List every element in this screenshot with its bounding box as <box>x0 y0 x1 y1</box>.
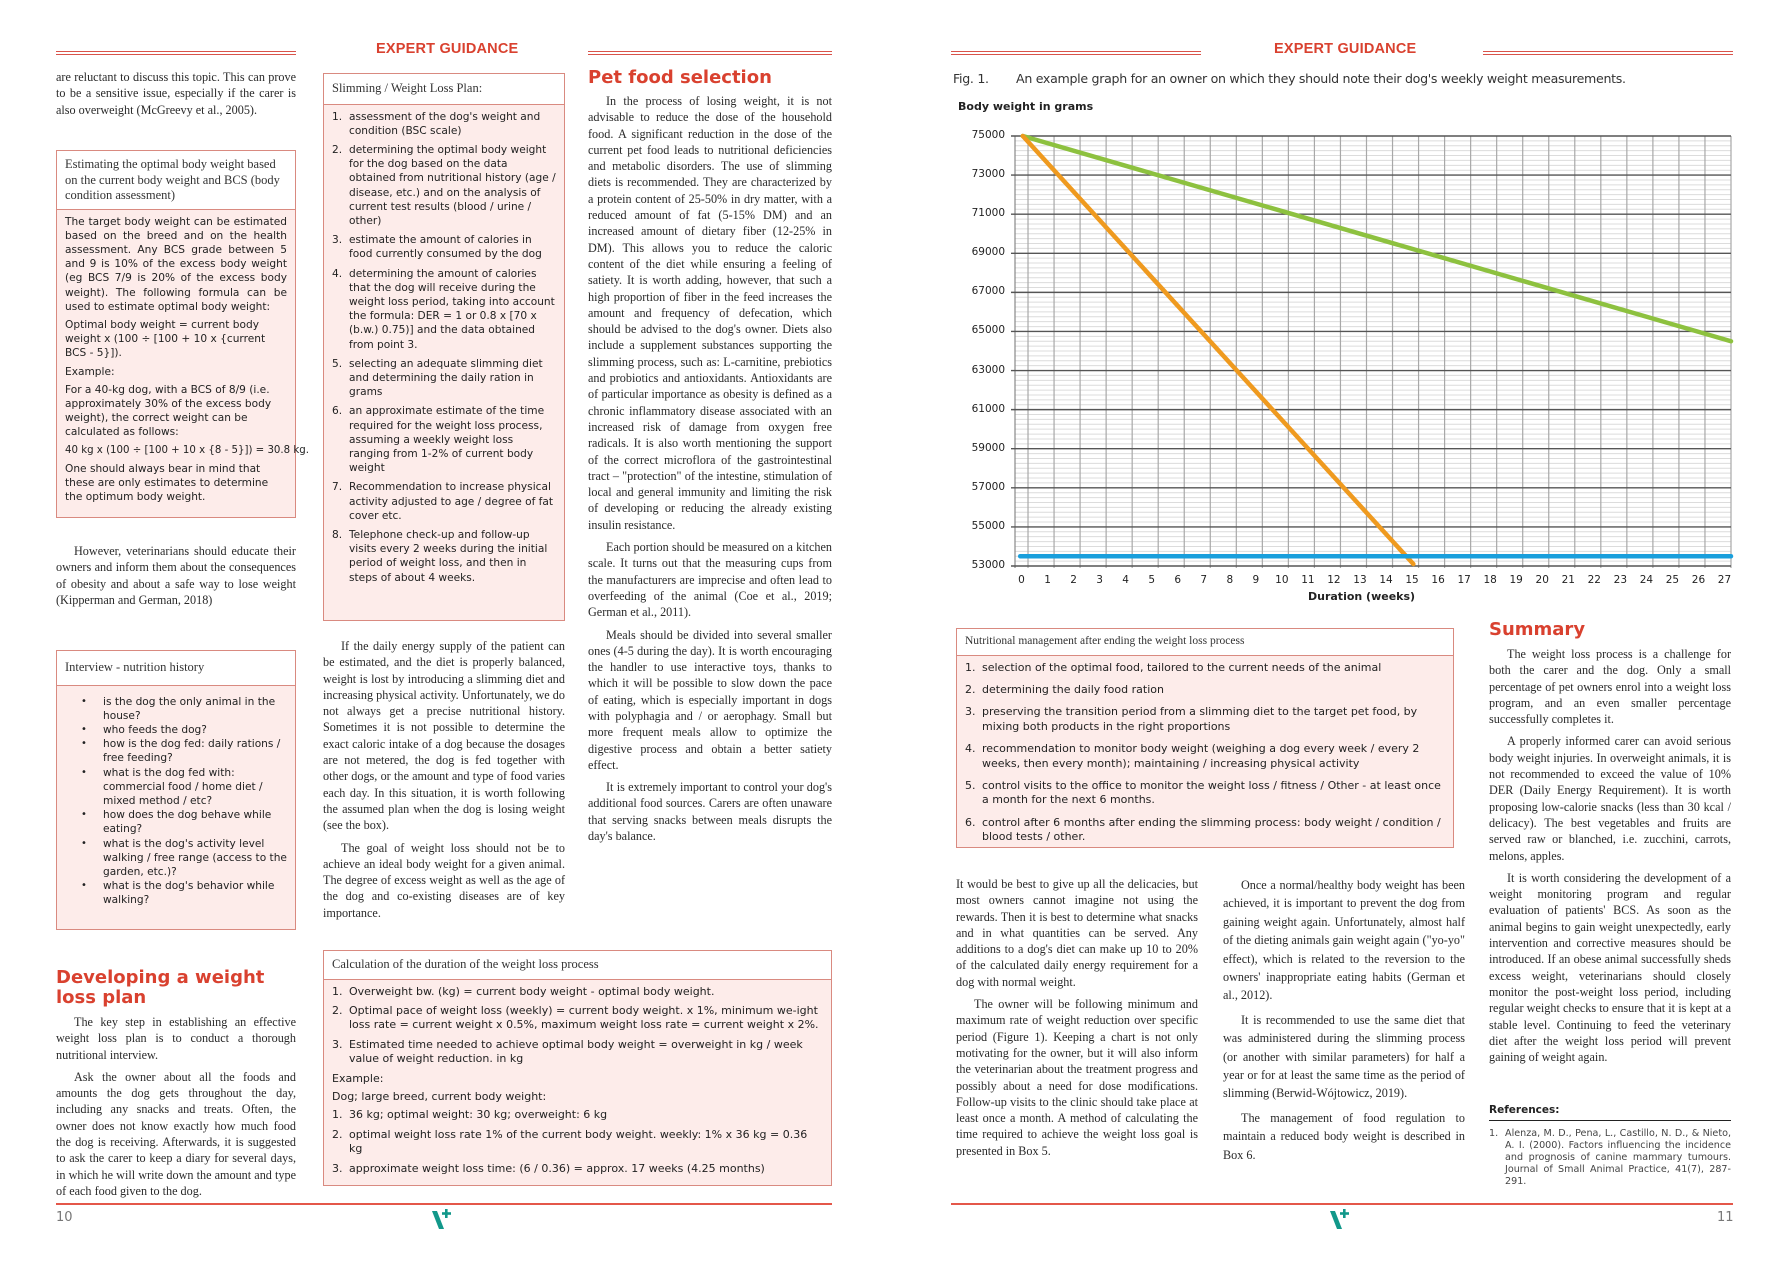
x-tick-label: 7 <box>1200 574 1208 586</box>
paragraph: It is recommended to use the same diet that was administered during the slimming process (or another with similar parameters) for half a year or for at least the same time as the period of slimming (Berwid-Wójtowicz, 2019). <box>1223 1012 1465 1101</box>
x-tick-label: 4 <box>1122 574 1129 586</box>
x-tick-label: 19 <box>1509 574 1523 586</box>
box-title: Nutritional management after ending the weight loss process <box>957 629 1453 656</box>
x-tick-label: 16 <box>1431 574 1445 586</box>
x-tick-label: 9 <box>1252 574 1260 586</box>
list-item: • what is the dog fed with: commercial food / home diet / mixed method / etc? <box>81 766 263 807</box>
x-tick-label: 2 <box>1070 574 1077 586</box>
figure-label: Fig. 1. <box>953 71 989 86</box>
list-item: • who feeds the dog? <box>81 723 207 736</box>
mid-text <box>56 543 296 614</box>
x-tick-label: 1 <box>1044 574 1051 586</box>
example-list <box>332 1108 823 1176</box>
list-item: 4. recommendation to monitor body weight (weighing a dog every week / every 2 weeks, then every month); maintaining / increasing physical activity <box>965 742 1420 770</box>
paragraph: Each portion should be measured on a kitchen scale. It turns out that the measuring cups from the manufacturers are imprecise and often lead to overfeeding of the animal (Coe et al., 2019; German et al., 2011). <box>588 540 832 620</box>
paragraph: The goal of weight loss should not be to achieve an ideal body weight for a given animal. The degree of excess weight as well as the age of the dog and co-existing diseases are of key importance. <box>323 840 565 920</box>
x-tick-label: 10 <box>1275 574 1289 586</box>
list-item: 7. Recommendation to increase physical activity adjusted to age / degree of fat cover etc. <box>332 481 554 522</box>
list-item: • is the dog the only animal in the house? <box>81 695 276 722</box>
header-rule-left-b <box>588 51 832 55</box>
y-tick-label: 57000 <box>971 480 1005 493</box>
example-label: Example: <box>65 365 115 378</box>
col-a-text <box>956 876 1198 1165</box>
calc-list <box>332 985 823 1067</box>
footer-rule-right <box>951 1203 1733 1205</box>
references-rule <box>1489 1120 1731 1121</box>
chart-y-axis-title: Body weight in grams <box>958 100 1094 113</box>
paragraph: The weight loss process is a challenge for both the carer and the dog. Only a small percentage of pet owners enrol into a weight loss program, and an even smaller percentage successfully completes it. <box>1489 647 1731 727</box>
paragraph: A properly informed carer can avoid serious body weight injuries. In overweight animals, it is not recommended to exceed the value of 10% DER (Daily Energy Requirement). It is worth proposing low-calorie snacks (less than 30 kcal / delicacy). The best vegetables and fruits are served raw or blanched, i.e. zucchini, carrots, melons, apples. <box>1489 734 1731 863</box>
list-item: 1. assessment of the dog's weight and condition (BSC scale) <box>332 110 541 137</box>
box-interview <box>56 650 296 930</box>
x-tick-label: 27 <box>1717 574 1732 586</box>
box-optimal-weight <box>56 150 309 518</box>
x-tick-label: 0 <box>1018 574 1025 586</box>
y-tick-label: 75000 <box>971 129 1005 141</box>
box-title: Calculation of the duration of the weight loss process <box>324 951 831 980</box>
x-tick-label: 3 <box>1096 574 1103 586</box>
interview-list <box>65 695 287 908</box>
x-tick-label: 15 <box>1405 574 1419 586</box>
paragraph: The owner will be following minimum and maximum rate of weight reduction over specific period (Figure 1). Keeping a chart is not only motivating for the owner, but it will also inform the veterinarian about the treatment progress and possibly about a need for dose modifications. Follow-up visits to the clinic should take place at least once a month. A method of calculating the time required to achieve the weight loss goal is presented in Box 5. <box>956 997 1198 1158</box>
section-title-summary: Summary <box>1489 619 1586 640</box>
brand-logo-icon <box>430 1207 456 1233</box>
y-tick-label: 53000 <box>971 559 1005 571</box>
y-tick-label: 73000 <box>971 168 1005 181</box>
list-item: • what is the dog's activity level walking / free range (access to the garden, etc.)? <box>81 837 287 878</box>
list-item: 6. an approximate estimate of the time required for the weight loss process, assuming a weekly weight loss ranging from 1-2% of current body weight <box>332 405 545 475</box>
x-tick-label: 8 <box>1226 574 1234 586</box>
paragraph: are reluctant to discuss this topic. This can prove to be a sensitive issue, especially if the carer is also overweight (McGreevy et al., 2005). <box>56 70 296 117</box>
y-tick-label: 55000 <box>971 519 1005 532</box>
paragraph: The key step in establishing an effective weight loss plan is to conduct a thorough nutritional interview. <box>56 1015 296 1062</box>
chart-x-axis-title: Duration (weeks) <box>1308 590 1416 603</box>
header-title-left: EXPERT GUIDANCE <box>376 41 519 57</box>
formula: Optimal body weight = current body weight x (100 ÷ [100 + 10 x {current BCS - 5}]). <box>65 318 266 360</box>
summary-text <box>1489 646 1731 1071</box>
list-item: 2. determining the optimal body weight for the dog based on the data obtained from nutritional history (age / disease, etc.) and on the analysis of current test results (blood / urine / other) <box>332 143 556 227</box>
box-note: One should always bear in mind that these are only estimates to determine the optimum body weight. <box>65 462 269 504</box>
x-tick-label: 12 <box>1327 574 1341 586</box>
box-paragraph: The target body weight can be estimated based on the breed and on the health assessment. Any BCS grade between 5 and 9 is 10% of the excess body weight (eg BCS 7/9 is 20% of the excess body weight). The following formula can be used to estimate optimal body weight: <box>65 215 287 313</box>
paragraph: However, veterinarians should educate their owners and inform them about the consequences of obesity and about a safe way to lose weight (Kipperman and German, 2018) <box>56 544 296 607</box>
paragraph: Ask the owner about all the foods and amounts the dog gets throughout the day, including any snacks and treats. Often, the owner does not know exactly how much food the dog is receiving. Afterwards, it is suggested to ask the carer to keep a diary for several days, in which he will write down the amount and type of each food given to the dog. <box>56 1069 296 1198</box>
x-tick-label: 18 <box>1483 574 1497 586</box>
paragraph: It would be best to give up all the delicacies, but most owners cannot imagine not using the rewards. Then it is best to determine what snacks and in what quantities can be served. Any additions to a dog's diet can make up 10 to 20% of the calculated daily energy requirement for a dog with normal weight. <box>956 877 1198 989</box>
header-rule-right-b <box>1483 51 1733 55</box>
x-tick-label: 13 <box>1353 574 1367 586</box>
y-tick-label: 67000 <box>971 285 1005 298</box>
pet-food-text <box>588 93 832 850</box>
example-calc: 40 kg x (100 ÷ [100 + 10 x {8 - 5}]) = 30.8 kg. <box>65 444 309 456</box>
box-weight-loss-plan <box>323 73 565 621</box>
list-item: 8. Telephone check-up and follow-up visits every 2 weeks during the initial period of weight loss, and then in steps of about 4 weeks. <box>332 528 548 584</box>
x-tick-label: 26 <box>1691 574 1706 586</box>
y-tick-label: 69000 <box>971 246 1005 259</box>
list-item: 3. Estimated time needed to achieve optimal body weight = overweight in kg / week value of weight reduction. in kg <box>332 1037 803 1066</box>
box-calculation <box>323 950 832 1186</box>
x-tick-label: 5 <box>1148 574 1156 586</box>
page-number-right: 11 <box>1717 1210 1734 1225</box>
x-tick-label: 11 <box>1301 574 1315 586</box>
list-item: • how is the dog fed: daily rations / free feeding? <box>81 738 281 765</box>
y-tick-label: 61000 <box>971 402 1005 415</box>
list-item: 2. determining the daily food ration <box>965 682 1164 696</box>
reference-item: 1. Alenza, M. D., Pena, L., Castillo, N. D., & Nieto, A. I. (2000). Factors influencing the incidence and prognosis of canine mammary tumours. Journal of Small Animal Practice, 41(7), 287-291. <box>1489 1128 1731 1188</box>
list-item: • what is the dog's behavior while walking? <box>81 880 275 907</box>
list-item: • how does the dog behave while eating? <box>81 809 272 836</box>
x-tick-label: 22 <box>1587 574 1601 586</box>
x-tick-label: 21 <box>1561 574 1575 586</box>
brand-logo-icon <box>1328 1207 1354 1233</box>
list-item: 3. approximate weight loss time: (6 / 0.36) = approx. 17 weeks (4.25 months) <box>332 1161 765 1175</box>
x-tick-label: 14 <box>1379 574 1393 586</box>
x-tick-label: 6 <box>1174 574 1182 586</box>
col-b-text <box>1223 876 1465 1170</box>
list-item: 6. control after 6 months after ending the slimming process: body weight / condition / blood tests / other. <box>965 815 1441 844</box>
y-tick-label: 63000 <box>971 363 1005 376</box>
box-nutritional-management <box>956 628 1454 848</box>
example-label: Example: <box>332 1071 384 1085</box>
x-tick-label: 25 <box>1665 574 1680 586</box>
list-item: 3. estimate the amount of calories in food currently consumed by the dog <box>332 234 542 261</box>
y-tick-label: 59000 <box>971 441 1005 454</box>
developing-plan-text <box>56 1014 296 1205</box>
header-title-right: EXPERT GUIDANCE <box>1274 41 1417 57</box>
list-item: 2. optimal weight loss rate 1% of the current body weight. weekly: 1% x 36 kg = 0.36 kg <box>332 1127 808 1156</box>
list-item: 4. determining the amount of calories that the dog will receive during the weight loss period, taking into account the formula: DER = 1 or 0.8 x [70 x (b.w.) 0.75)] and the data obtained from point 3. <box>332 267 555 351</box>
paragraph: It is extremely important to control your dog's additional food sources. Carers are often unaware that serving snacks between meals disrupts the day's balance. <box>588 780 832 844</box>
paragraph: The management of food regulation to maintain a reduced body weight is described in Box 6. <box>1223 1110 1465 1162</box>
list-item: 5. control visits to the office to monitor the weight loss / fitness / Other - at least once a month for the next 6 months. <box>965 778 1441 807</box>
figure-caption: An example graph for an owner on which they should note their dog's weekly weight measurements. <box>1016 71 1626 86</box>
header-rule-right-a <box>951 51 1201 55</box>
page-number-left: 10 <box>56 1210 73 1225</box>
y-tick-label: 65000 <box>971 324 1005 337</box>
list-item: 5. selecting an adequate slimming diet and determining the daily ration in grams <box>332 357 543 399</box>
box-title: Slimming / Weight Loss Plan: <box>324 74 564 105</box>
management-list <box>965 661 1445 845</box>
list-item: 1. Overweight bw. (kg) = current body weight - optimal body weight. <box>332 984 715 998</box>
y-tick-label: 71000 <box>971 207 1005 220</box>
x-tick-label: 24 <box>1639 574 1654 586</box>
intro-text <box>56 69 296 124</box>
col2-text <box>323 638 565 927</box>
section-title-developing-plan: Developing a weight loss plan <box>56 967 265 1008</box>
section-title-pet-food: Pet food selection <box>588 67 772 88</box>
list-item: 3. preserving the transition period from a slimming diet to the target pet food, by mixing both products in the right proportions <box>965 705 1418 733</box>
header-rule-left-a <box>56 51 296 55</box>
list-item: 1. selection of the optimal food, tailored to the current needs of the animal <box>965 660 1382 674</box>
references-title: References: <box>1489 1104 1560 1116</box>
paragraph: Once a normal/healthy body weight has been achieved, it is important to prevent the dog from gaining weight again. Unfortunately, almost half of the dieting animals gain weight again ("yo-yo" effect), which is related to the reversion to the owners' inappropriate eating habits (German et al., 2012). <box>1223 878 1465 1003</box>
example-text: For a 40-kg dog, with a BCS of 8/9 (i.e. approximately 30% of the excess body weight), the correct weight can be calculated as follows: <box>65 383 272 439</box>
list-item: 1. 36 kg; optimal weight: 30 kg; overweight: 6 kg <box>332 1108 608 1122</box>
paragraph: If the daily energy supply of the patient can be estimated, and the diet is properly balanced, weight is lost by introducing a slimming diet and increasing physical activity. Unfortunately, we do not always get a precise nutritional history. Sometimes it is not possible to determine the exact caloric intake of a dog because the dosages are not metered, the dog is fed together with other dogs, or the amount and type of food varies each day. In this situation, it is worth following the assumed plan when the dog is losing weight (see the box). <box>323 639 565 833</box>
footer-rule-left <box>56 1203 832 1205</box>
paragraph: In the process of losing weight, it is not advisable to reduce the dose of the household food. A significant reduction in the dose of the current pet food leads to nutritional deficiencies and metabolic disorders. The use of slimming diets is recommended. They are characterized by a protein content of 25-50% in dry matter, with a reduced amount of fat (5-15% DM) and an increased amount of dietary fiber (12-25% in DM). This allows you to reduce the caloric content of the diet while ensuring a feeling of satiety. It is worth adding, however, that such a high proportion of fiber in the feed increases the amount and frequency of defecation, which should be advised to the dog's owner. Diets also include a supplement substances supporting the slimming process, such as: L-carnitine, prebiotics and probiotics and antioxidants. Antioxidants are of particular importance as obesity is defined as a chronic inflammatory disease associated with an increased risk of damage from oxygen free radicals. It is also worth mentioning the support of the correct microflora of the gastrointestinal tract – "protection" of the intestine, stimulation of local and general immunity and limiting the risk of developing or reducing the already existing insulin resistance. <box>588 94 832 532</box>
example-intro: Dog; large breed, current body weight: <box>332 1089 547 1103</box>
plan-list <box>332 110 556 585</box>
paragraph: It is worth considering the development of a weight monitoring program and regular evaluation of patients' BCS. As soon as the animal begins to gain weight unexpectedly, early intervention and corrective measures should be introduced. If an obese animal successfully sheds excess weight, veterinarians should closely monitor the post-weight loss period, including regular weight checks to ensure that it is kept at a stable level. Continuing to feed the veterinary diet after the weight loss period will prevent gaining of weight again. <box>1489 870 1731 1065</box>
x-tick-label: 17 <box>1457 574 1471 586</box>
list-item: 2. Optimal pace of weight loss (weekly) = current body weight. x 1%, minimum we-ight loss rate = current weight x 0.5%, maximum weight loss rate = current weight x 2%. <box>332 1003 819 1032</box>
x-tick-label: 23 <box>1613 574 1628 586</box>
box-title: Estimating the optimal body weight based on the current body weight and BCS (body condition assessment) <box>57 151 295 210</box>
paragraph: Meals should be divided into several smaller ones (4-5 during the day). It is worth encouraging the handler to use interactive toys, thanks to which it will be possible to slow down the pace of eating, which is especially important in dogs with polyphagia and / or aerophagy. Small but more frequent meals allow to optimize the digestive process and obtain a better satiety effect. <box>588 627 832 772</box>
weight-chart <box>1005 128 1735 568</box>
box-title: Interview - nutrition history <box>57 651 295 686</box>
references <box>1489 1104 1731 1188</box>
x-tick-label: 20 <box>1535 574 1549 586</box>
